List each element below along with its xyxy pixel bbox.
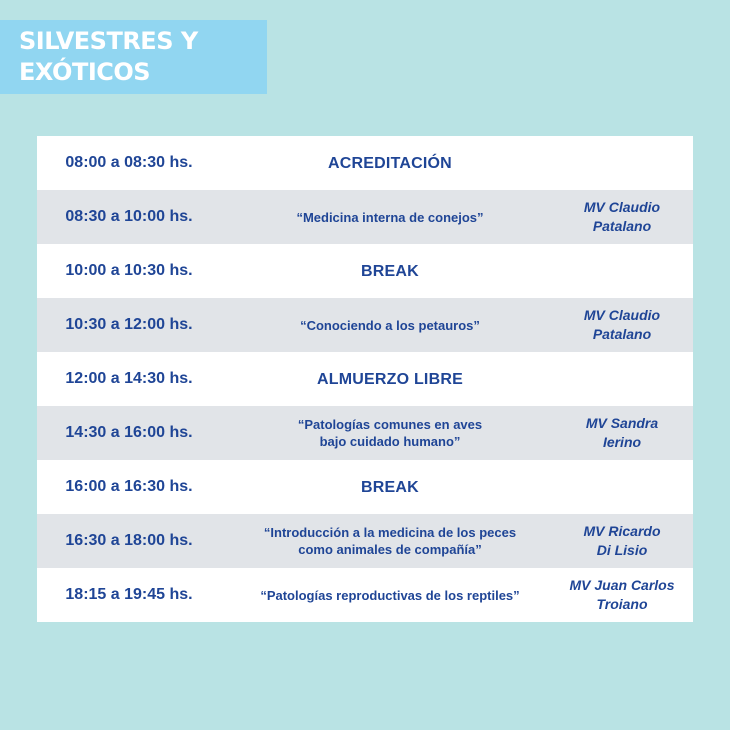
time-cell: 10:30 a 12:00 hs. [65, 316, 193, 333]
topic-cell: BREAK [361, 478, 419, 496]
schedule-row [37, 190, 693, 244]
time-cell: 12:00 a 14:30 hs. [65, 370, 193, 387]
section-title-line-1: SILVESTRES Y [19, 27, 198, 55]
section-title [0, 20, 267, 94]
schedule-row [37, 136, 693, 190]
speaker-name-line-2: Troiano [596, 596, 648, 612]
topic-line-2: bajo cuidado humano” [319, 434, 461, 449]
schedule-row [37, 352, 693, 406]
speaker-cell [559, 414, 693, 452]
schedule-row [37, 568, 693, 622]
speaker-name-line-2: Patalano [592, 218, 652, 234]
topic-cell: “Conociendo a los petauros” [300, 317, 480, 333]
time-cell: 08:00 a 08:30 hs. [65, 154, 193, 171]
schedule-row [37, 244, 693, 298]
topic-cell: ALMUERZO LIBRE [317, 370, 463, 388]
schedule-row [37, 298, 693, 352]
speaker-cell [559, 522, 693, 560]
speaker-name-line-1: MV Sandra [585, 415, 659, 431]
topic-cell [221, 416, 559, 450]
speaker-name-line-1: MV Claudio [583, 199, 661, 215]
schedule-row [37, 514, 693, 568]
speaker-name-line-1: MV Juan Carlos [569, 577, 675, 593]
topic-cell [221, 524, 559, 558]
speaker-cell [559, 576, 693, 614]
time-cell: 16:00 a 16:30 hs. [65, 478, 193, 495]
topic-cell: “Patologías reproductivas de los reptiles” [260, 587, 520, 603]
schedule-row [37, 460, 693, 514]
speaker-name-line-2: Di Lisio [596, 542, 648, 558]
speaker-cell [559, 306, 693, 344]
topic-line-1: “Introducción a la medicina de los peces [263, 525, 517, 540]
speaker-cell [559, 198, 693, 236]
section-title-line-2: EXÓTICOS [19, 58, 151, 86]
speaker-name-line-1: MV Claudio [583, 307, 661, 323]
time-cell: 10:00 a 10:30 hs. [65, 262, 193, 279]
schedule-table [37, 136, 693, 622]
time-cell: 08:30 a 10:00 hs. [65, 208, 193, 225]
topic-cell: “Medicina interna de conejos” [296, 209, 484, 225]
topic-line-1: “Patologías comunes en aves [297, 417, 483, 432]
topic-line-2: como animales de compañía” [298, 542, 482, 557]
time-cell: 14:30 a 16:00 hs. [65, 424, 193, 441]
speaker-name-line-1: MV Ricardo [583, 523, 661, 539]
time-cell: 18:15 a 19:45 hs. [65, 586, 193, 603]
time-cell: 16:30 a 18:00 hs. [65, 532, 193, 549]
topic-cell: ACREDITACIÓN [328, 154, 452, 172]
topic-cell: BREAK [361, 262, 419, 280]
speaker-name-line-2: Patalano [592, 326, 652, 342]
speaker-name-line-2: Ierino [602, 434, 642, 450]
schedule-row [37, 406, 693, 460]
